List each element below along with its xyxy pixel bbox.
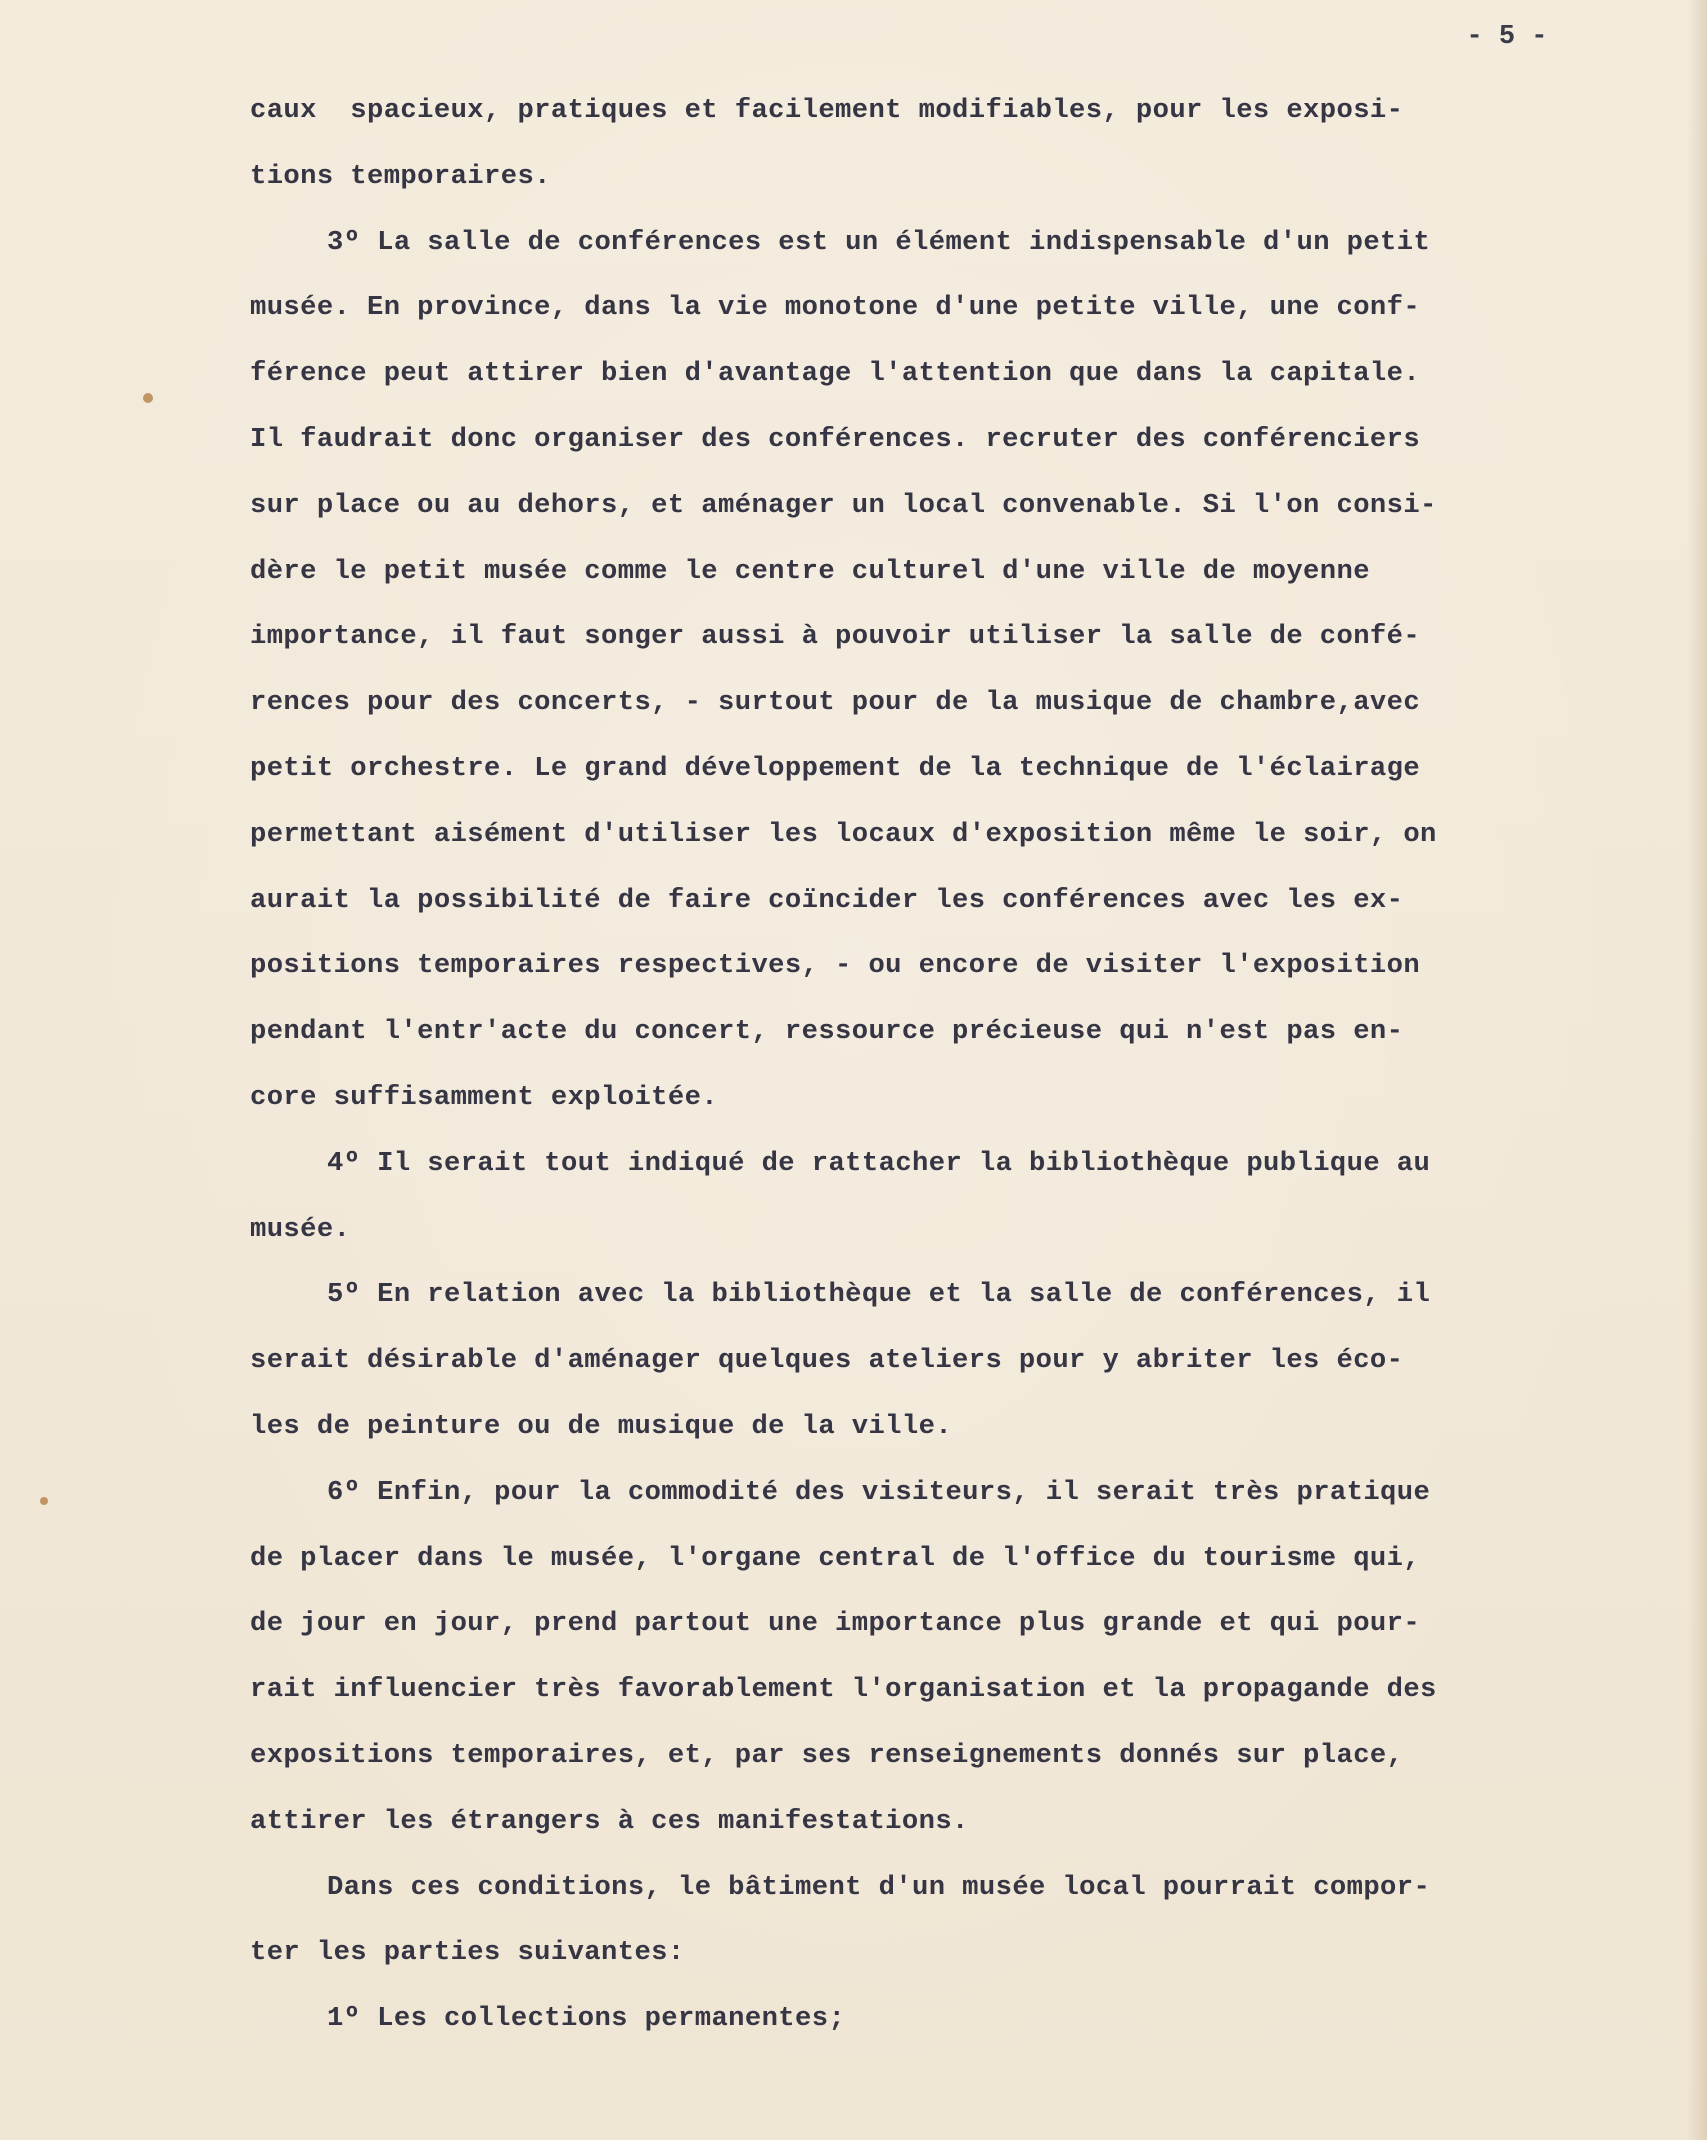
paragraph-start-line: 3º La salle de conférences est un élément indispensable d'un petit <box>327 226 1431 258</box>
typed-text-body <box>250 78 1690 2052</box>
text-line: importance, il faut songer aussi à pouvoir utiliser la salle de confé- <box>250 621 1421 653</box>
paragraph-start-line: 5º En relation avec la bibliothèque et la salle de conférences, il <box>327 1279 1431 1311</box>
text-line: serait désirable d'aménager quelques ateliers pour y abriter les éco- <box>250 1345 1404 1377</box>
paragraph-start-line: 4º Il serait tout indiqué de rattacher la bibliothèque publique au <box>327 1147 1431 1179</box>
text-line: caux spacieux, pratiques et facilement modifiables, pour les exposi- <box>250 95 1404 126</box>
page-number: - 5 - <box>1466 22 1548 52</box>
text-line: rait influencier très favorablement l'organisation et la propagande des <box>250 1674 1437 1706</box>
text-line: pendant l'entr'acte du concert, ressource précieuse qui n'est pas en- <box>250 1016 1404 1048</box>
text-line: permettant aisément d'utiliser les locaux d'exposition même le soir, on <box>250 818 1437 850</box>
paragraph-start-line: Dans ces conditions, le bâtiment d'un musée local pourrait compor- <box>327 1871 1431 1903</box>
text-line: férence peut attirer bien d'avantage l'attention que dans la capitale. <box>250 358 1421 390</box>
text-line: de jour en jour, prend partout une importance plus grande et qui pour- <box>250 1608 1421 1640</box>
text-line: tions temporaires. <box>250 160 551 192</box>
text-line: positions temporaires respectives, - ou encore de visiter l'exposition <box>250 950 1421 982</box>
text-line: les de peinture ou de musique de la ville. <box>250 1410 953 1442</box>
paragraph-start-line: 6º Enfin, pour la commodité des visiteurs, il serait très pratique <box>327 1476 1431 1508</box>
text-line: core suffisamment exploitée. <box>250 1081 719 1113</box>
text-line: rences pour des concerts, - surtout pour de la musique de chambre,avec <box>250 687 1421 719</box>
text-line: musée. En province, dans la vie monotone d'une petite ville, une conf- <box>250 292 1421 324</box>
punch-hole-mark <box>143 393 153 403</box>
text-line: de placer dans le musée, l'organe central de l'office du tourisme qui, <box>250 1542 1421 1574</box>
text-line: sur place ou au dehors, et aménager un local convenable. Si l'on consi- <box>250 489 1437 521</box>
page-edge-shadow <box>1687 0 1707 2140</box>
text-line: expositions temporaires, et, par ses renseignements donnés sur place, <box>250 1739 1404 1771</box>
punch-hole-mark <box>40 1497 48 1505</box>
text-line: Il faudrait donc organiser des conférences. recruter des conférenciers <box>250 423 1421 455</box>
text-line: petit orchestre. Le grand développement de la technique de l'éclairage <box>250 752 1421 784</box>
text-line: aurait la possibilité de faire coïncider les conférences avec les ex- <box>250 884 1404 916</box>
text-line: attirer les étrangers à ces manifestations. <box>250 1805 969 1837</box>
text-line: ter les parties suivantes: <box>250 1937 685 1969</box>
text-line: dère le petit musée comme le centre culturel d'une ville de moyenne <box>250 555 1370 587</box>
text-line: musée. <box>250 1213 351 1245</box>
paragraph-start-line: 1º Les collections permanentes; <box>327 2003 846 2035</box>
